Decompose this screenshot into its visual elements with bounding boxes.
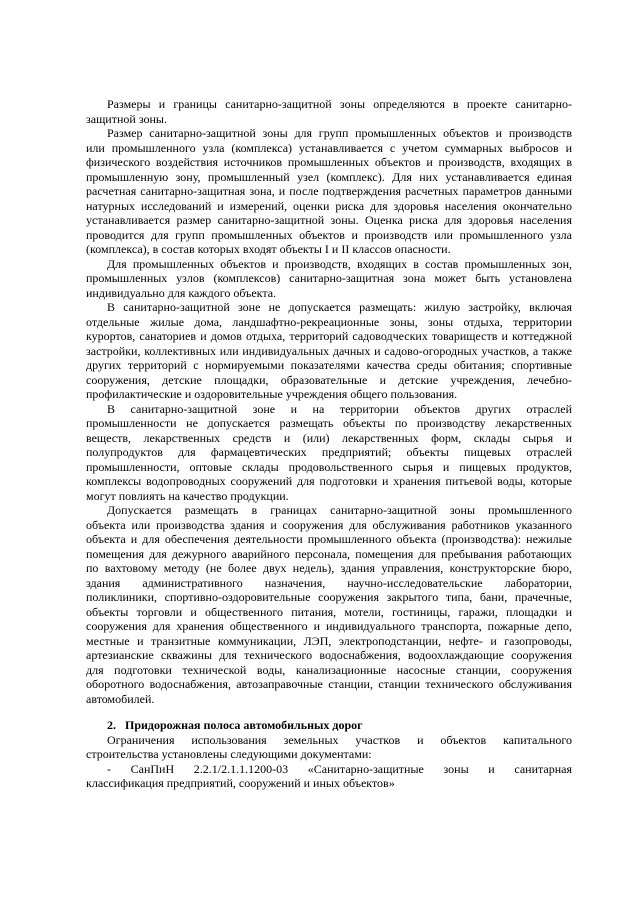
text-line: строительства установлены следующими документами: [86, 747, 372, 761]
text-line: устанавливается размер санитарно-защитной зоны. Оценка риска для здоровья населения [86, 213, 572, 227]
section-heading [86, 718, 572, 733]
text-line: В санитарно-защитной зоне не допускается размещать: жилую застройку, включая [107, 300, 572, 314]
text-line: проводится для групп промышленных объектов и производств или промышленного узла [86, 227, 572, 242]
text-line: промышленную зону, промышленный узел (комплекс). Для них устанавливается единая [86, 169, 572, 184]
text-line: объекта или производства здания и сооружения для обслуживания работников указанного [86, 517, 572, 532]
text-line: расчетная санитарно-защитная зона, и после подтверждения расчетных параметров данными [86, 184, 572, 198]
text-line: курортов, санаториев и домов отдыха, территорий садоводческих товариществ и коттеджной [86, 329, 572, 343]
paragraph [86, 503, 572, 706]
text-line: оборотного водоснабжения, автозаправочные станции, станции технического обслуживания [86, 677, 572, 691]
text-line: натурных исследований и измерений, оценки риска для здоровья населения окончательно [86, 198, 572, 213]
text-line: классификация предприятий, сооружений и иных объектов» [86, 776, 395, 790]
document-body [86, 97, 572, 791]
text-line: промышленности, оптовые склады продовольственного сырья и пищевых продуктов, [86, 459, 572, 474]
text-line: отдельные жилые дома, ландшафтно-рекреационные зоны, зоны отдыха, территории [86, 314, 572, 329]
text-line: сооружения для хранения общественного и индивидуального транспорта, пожарные депо, [86, 619, 572, 633]
text-line: или промышленного узла (комплекса) устанавливается с учетом суммарных выбросов и [86, 140, 572, 155]
text-line: помещения для дежурного аварийного персонала, помещения для пребывания работающих [86, 546, 572, 561]
text-line: объекты торговли и общественного питания, мотели, гостиницы, гаражи, площадки и [86, 604, 572, 619]
text-line: других территорий с нормируемыми показателями качества среды обитания; спортивные [86, 358, 572, 372]
text-line: автомобилей. [86, 691, 155, 706]
text-line: застройки, коллективных или индивидуальных дачных и садово-огородных участков, а также [86, 343, 572, 358]
text-line: В санитарно-защитной зоне и на территории объектов других отраслей [107, 401, 572, 416]
text-line: физического воздействия источников промышленных объектов и производств, входящих в [86, 155, 572, 169]
section-title: Придорожная полоса автомобильных дорог [125, 718, 363, 732]
paragraph [86, 300, 572, 402]
text-line: артезианские скважины для технического водоснабжения, водоохлаждающие сооружения [86, 648, 572, 662]
paragraph [86, 257, 572, 301]
paragraph [86, 97, 572, 126]
text-line: полупродуктов для фармацевтических предприятий; объекты пищевых отраслей [86, 445, 572, 459]
text-line: веществ, лекарственных средств и (или) лекарственных форм, склады сырья и [86, 430, 572, 445]
text-line: местные и транзитные коммуникации, ЛЭП, электроподстанции, нефте- и газопроводы, [86, 633, 572, 648]
text-line: сооружения, детские площадки, образовательные и детские учреждения, лечебно- [86, 372, 572, 387]
section-number: 2. [107, 718, 116, 732]
text-line: поликлиники, спортивно-оздоровительные сооружения закрытого типа, бани, прачечные, [86, 590, 572, 604]
text-line: промышленности не допускается размещать объекты по производству лекарственных [86, 416, 572, 430]
text-line: профилактические и оздоровительные учреждения общего пользования. [86, 387, 458, 401]
text-line: Для промышленных объектов и производств, входящих в состав промышленных зон, [107, 256, 572, 271]
paragraph [86, 126, 572, 257]
text-line: комплексы водопроводных сооружений для подготовки и хранения питьевой воды, которые [86, 474, 572, 488]
text-line: Допускается размещать в границах санитарно-защитной зоны промышленного [107, 503, 572, 517]
text-line: могут повлиять на качество продукции. [86, 488, 289, 503]
paragraph [86, 402, 572, 504]
text-line: для подготовки технической воды, канализационные насосные станции, сооружения [86, 662, 572, 677]
text-line: Размер санитарно-защитной зоны для групп промышленных объектов и производств [107, 126, 572, 140]
text-line: здания административного назначения, научно-исследовательские лаборатории, [86, 575, 572, 590]
text-line: (комплекса), в состав которых входят объекты I и II классов опасности. [86, 242, 451, 256]
list-item [86, 762, 572, 791]
text-line: объекта и для обеспечения деятельности промышленного объекта (производства): нежилые [86, 532, 572, 546]
text-line: промышленных узлов (комплексов) санитарно-защитная зона может быть установлена [86, 271, 572, 285]
text-line: Ограничения использования земельных участков и объектов капитального [107, 732, 572, 747]
text-line: Размеры и границы санитарно-защитной зоны определяются в проекте санитарно- [107, 97, 572, 111]
paragraph [86, 733, 572, 762]
text-line: защитной зоны. [86, 111, 167, 126]
text-line: по вахтовому методу (не более двух недель), здания управления, конструкторские бюро, [86, 561, 572, 575]
text-line: - СанПиН 2.2.1/2.1.1.1200-03 «Санитарно-защитные зоны и санитарная [107, 761, 572, 776]
text-line: индивидуально для каждого объекта. [86, 285, 277, 300]
